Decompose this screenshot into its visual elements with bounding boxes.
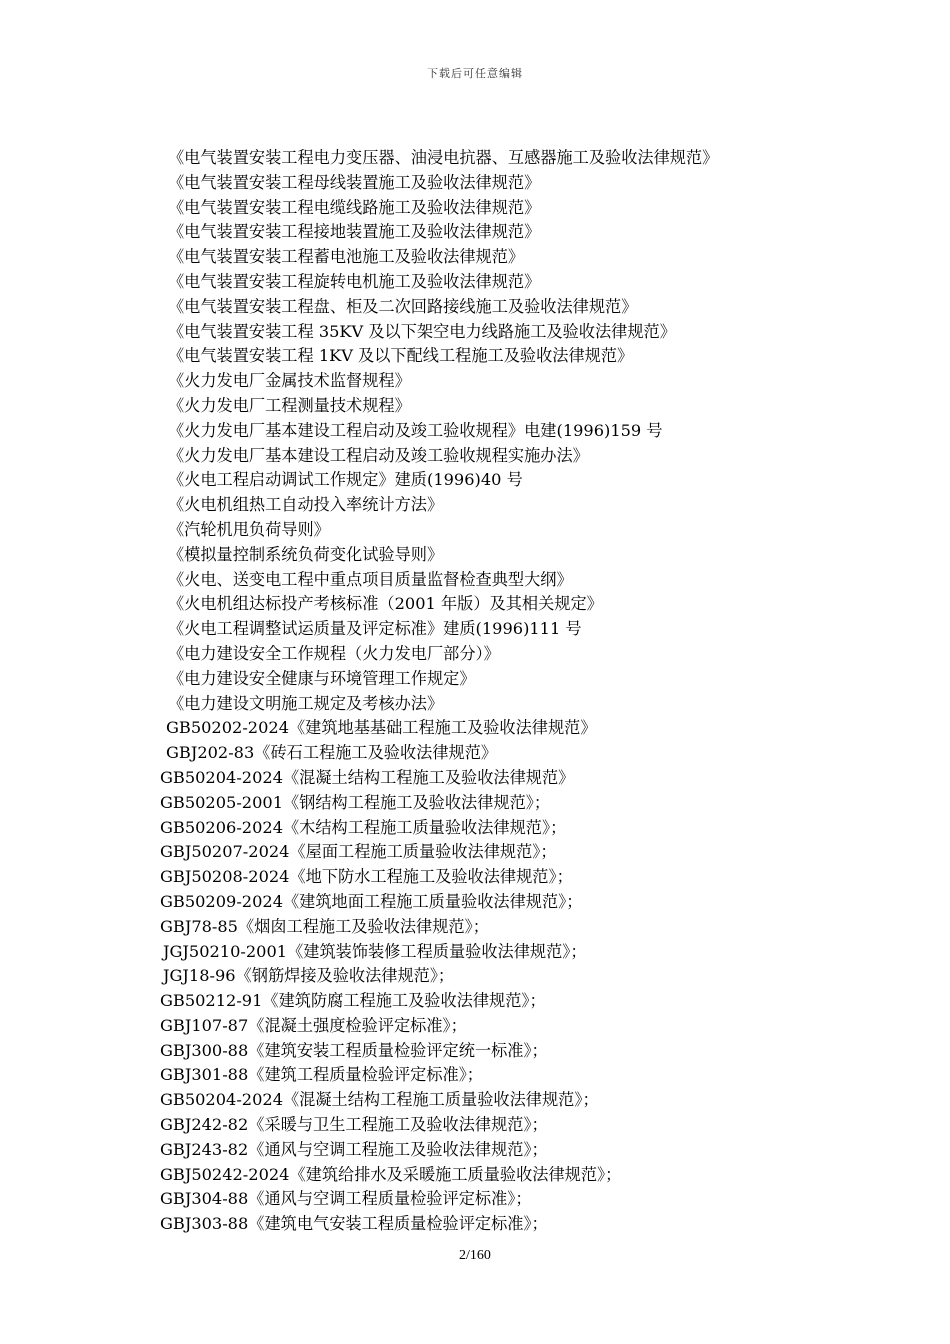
list-item: GBJ202-83《砖石工程施工及验收法律规范》 — [166, 743, 498, 763]
list-item: GBJ50242-2024《建筑给排水及采暖施工质量验收法律规范》； — [160, 1164, 622, 1184]
list-item: GBJ50208-2024《地下防水工程施工及验收法律规范》； — [160, 867, 573, 887]
list-item: 《电气装置安装工程 1KV 及以下配线工程施工及验收法律规范》 — [168, 346, 634, 366]
list-item: GB50205-2001《钢结构工程施工及验收法律规范》； — [160, 792, 551, 812]
list-item: 《电气装置安装工程电力变压器、油浸电抗器、互感器施工及验收法律规范》 — [168, 148, 719, 167]
list-item: GB50204-2024《混凝土结构工程施工及验收法律规范》 — [160, 767, 575, 787]
list-item: 《火力发电厂金属技术监督规程》 — [168, 371, 411, 391]
list-item: 《火电、送变电工程中重点项目质量监督检查典型大纲》 — [168, 569, 573, 589]
list-item: JGJ50210-2001《建筑装饰装修工程质量验收法律规范》； — [163, 941, 587, 961]
standards-list — [0, 146, 950, 1237]
list-item: 《火力发电厂基本建设工程启动及竣工验收规程》电建(1996)159 号 — [168, 420, 663, 440]
list-item: 《电气装置安装工程盘、柜及二次回路接线施工及验收法律规范》 — [168, 296, 638, 316]
list-item: GBJ300-88《建筑安装工程质量检验评定统一标准》； — [160, 1040, 548, 1060]
list-item: GB50206-2024《木结构工程施工质量验收法律规范》； — [160, 817, 567, 837]
list-item: 《电气装置安装工程 35KV 及以下架空电力线路施工及验收法律规范》 — [168, 321, 676, 341]
list-item: GB50204-2024《混凝土结构工程施工质量验收法律规范》； — [160, 1090, 599, 1110]
list-item: GBJ301-88《建筑工程质量检验评定标准》； — [160, 1065, 483, 1085]
list-item: GB50212-91《建筑防腐工程施工及验收法律规范》； — [160, 991, 546, 1011]
list-item: 《火电机组热工自动投入率统计方法》 — [168, 495, 444, 515]
list-item: 《火电机组达标投产考核标准（2001 年版）及其相关规定》 — [168, 594, 603, 614]
list-item: 《电气装置安装工程接地装置施工及验收法律规范》 — [168, 222, 541, 242]
list-item: GBJ50207-2024《屋面工程施工质量验收法律规范》； — [160, 842, 557, 862]
list-item: GBJ304-88《通风与空调工程质量检验评定标准》； — [160, 1189, 532, 1209]
list-item: 《电力建设安全工作规程（火力发电厂部分）》 — [168, 643, 500, 663]
list-item: GBJ78-85《烟囱工程施工及验收法律规范》； — [160, 916, 489, 936]
list-item: GB50209-2024《建筑地面工程施工质量验收法律规范》； — [160, 891, 583, 911]
list-item: GBJ242-82《采暖与卫生工程施工及验收法律规范》； — [160, 1115, 548, 1135]
list-item: 《电气装置安装工程电缆线路施工及验收法律规范》 — [168, 197, 541, 217]
list-item: 《电力建设安全健康与环境管理工作规定》 — [168, 668, 476, 688]
list-item: 《电力建设文明施工规定及考核办法》 — [168, 693, 444, 713]
list-item: GBJ303-88《建筑电气安装工程质量检验评定标准》； — [160, 1214, 548, 1234]
list-item: GB50202-2024《建筑地基基础工程施工及验收法律规范》 — [166, 718, 597, 738]
list-item: GBJ243-82《通风与空调工程施工及验收法律规范》； — [160, 1139, 548, 1159]
page-number: 2/160 — [459, 1248, 491, 1263]
list-item: 《火电工程启动调试工作规定》建质(1996)40 号 — [168, 470, 523, 490]
list-item: 《火力发电厂工程测量技术规程》 — [168, 395, 411, 415]
list-item: 《电气装置安装工程蓄电池施工及验收法律规范》 — [168, 247, 525, 267]
list-item: 《电气装置安装工程旋转电机施工及验收法律规范》 — [168, 271, 541, 291]
list-item: 《模拟量控制系统负荷变化试验导则》 — [168, 544, 444, 564]
list-item: 《电气装置安装工程母线装置施工及验收法律规范》 — [168, 172, 541, 192]
list-item: JGJ18-96《钢筋焊接及验收法律规范》； — [163, 966, 455, 986]
list-item: 《火力发电厂基本建设工程启动及竣工验收规程实施办法》 — [168, 445, 589, 465]
page-header: 下载后可任意编辑 — [427, 67, 523, 80]
list-item: 《汽轮机甩负荷导则》 — [168, 519, 330, 539]
list-item: 《火电工程调整试运质量及评定标准》建质(1996)111 号 — [168, 619, 582, 639]
list-item: GBJ107-87《混凝土强度检验评定标准》； — [160, 1015, 467, 1035]
